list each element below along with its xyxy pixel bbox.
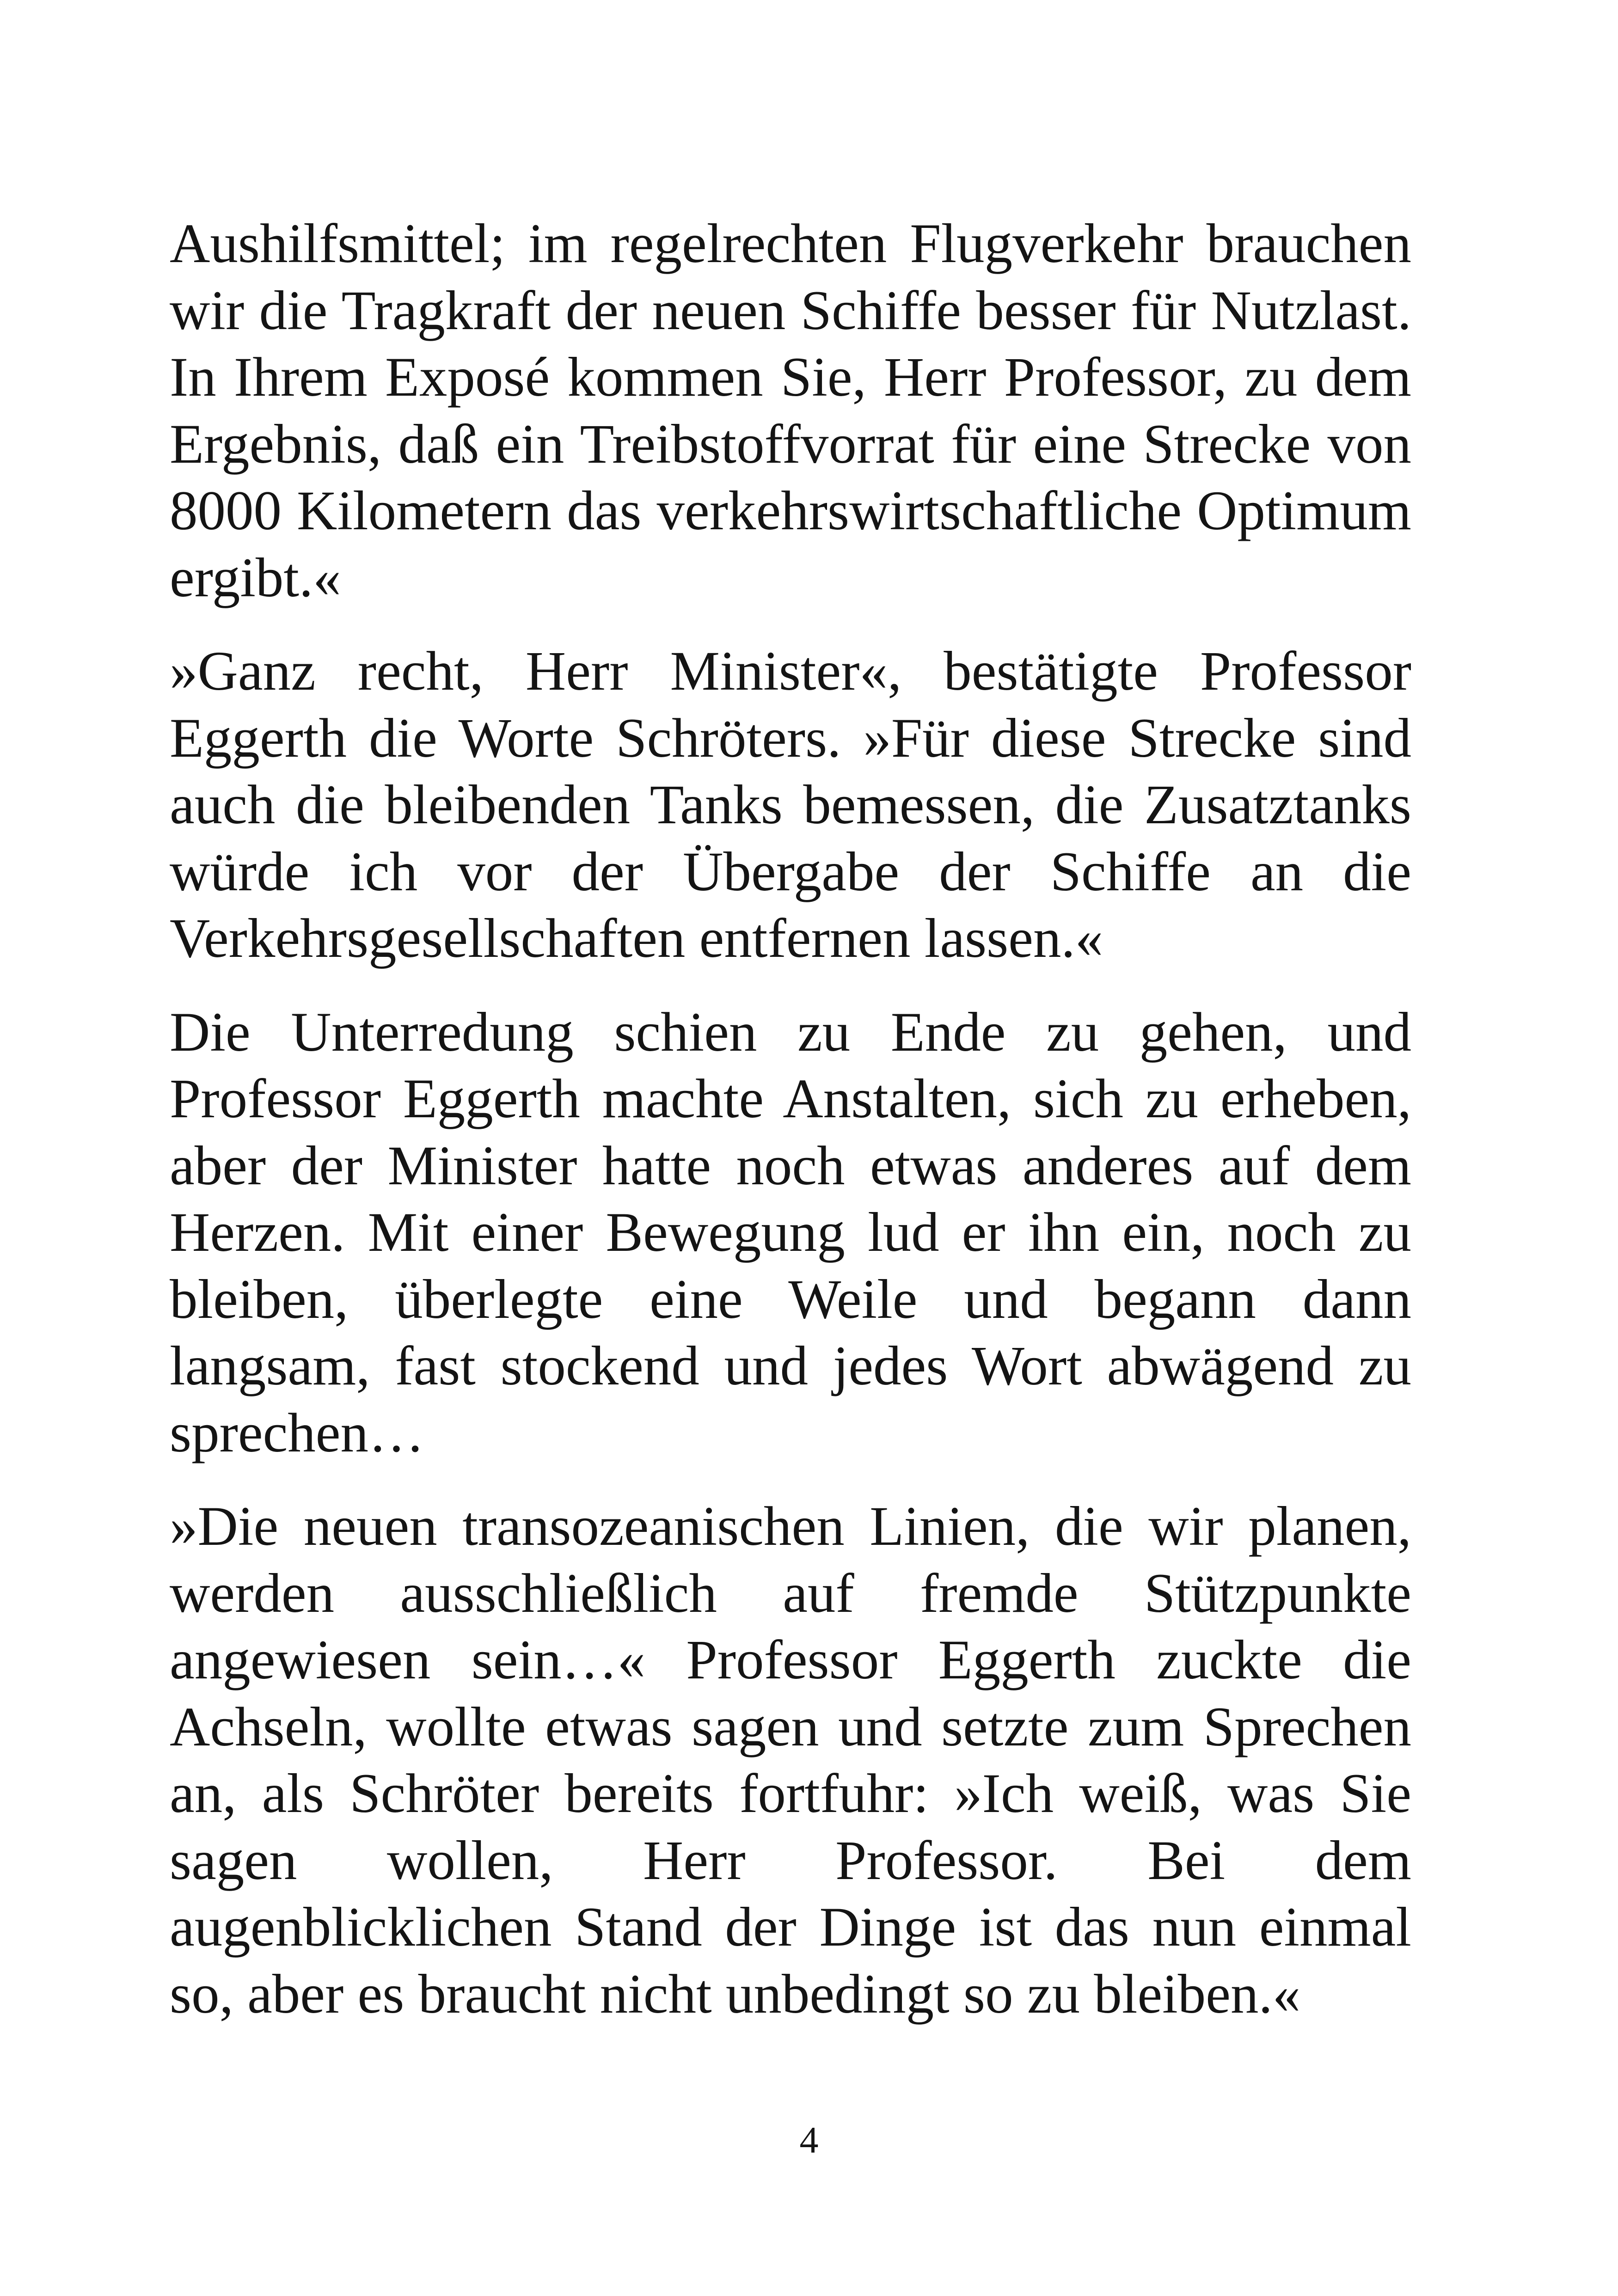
page-number: 4 bbox=[799, 2119, 819, 2161]
paragraph-4: »Die neuen transozeanischen Linien, die wir planen, werden ausschließlich auf fremde Stützpunkte angewiesen sein…« Professor Eggerth zuckte die Achseln, wollte etwas sagen und setzte zum Sprechen an, als Schröter bereits fortfuhr: »Ich weiß, was Sie sagen wollen, Herr Professor. Bei dem augenblicklichen Stand der Dinge ist das nun einmal so, aber es braucht nicht unbedingt so zu bleiben.« bbox=[170, 1495, 1411, 2025]
paragraph-1: Aushilfsmittel; im regelrechten Flugverkehr brauchen wir die Tragkraft der neuen Schiffe besser für Nutzlast. In Ihrem Exposé kommen Sie, Herr Professor, zu dem Ergebnis, daß ein Treibstoffvorrat für eine Strecke von 8000 Kilometern das verkehrswirtschaftliche Optimum ergibt.« bbox=[170, 213, 1411, 609]
body-text bbox=[170, 210, 1411, 2054]
paragraph-3: Die Unterredung schien zu Ende zu gehen, und Professor Eggerth machte Anstalten, sich zu erheben, aber der Minister hatte noch etwas anderes auf dem Herzen. Mit einer Bewegung lud er ihn ein, noch zu bleiben, überlegte eine Weile und begann dann langsam, fast stockend und jedes Wort abwägend zu sprechen… bbox=[170, 1001, 1411, 1464]
paragraph-2: »Ganz recht, Herr Minister«, bestätigte Professor Eggerth die Worte Schröters. »Für diese Strecke sind auch die bleibenden Tanks bemessen, die Zusatztanks würde ich vor der Übergabe der Schiffe an die Verkehrsgesellschaften entfernen lassen.« bbox=[170, 640, 1411, 969]
